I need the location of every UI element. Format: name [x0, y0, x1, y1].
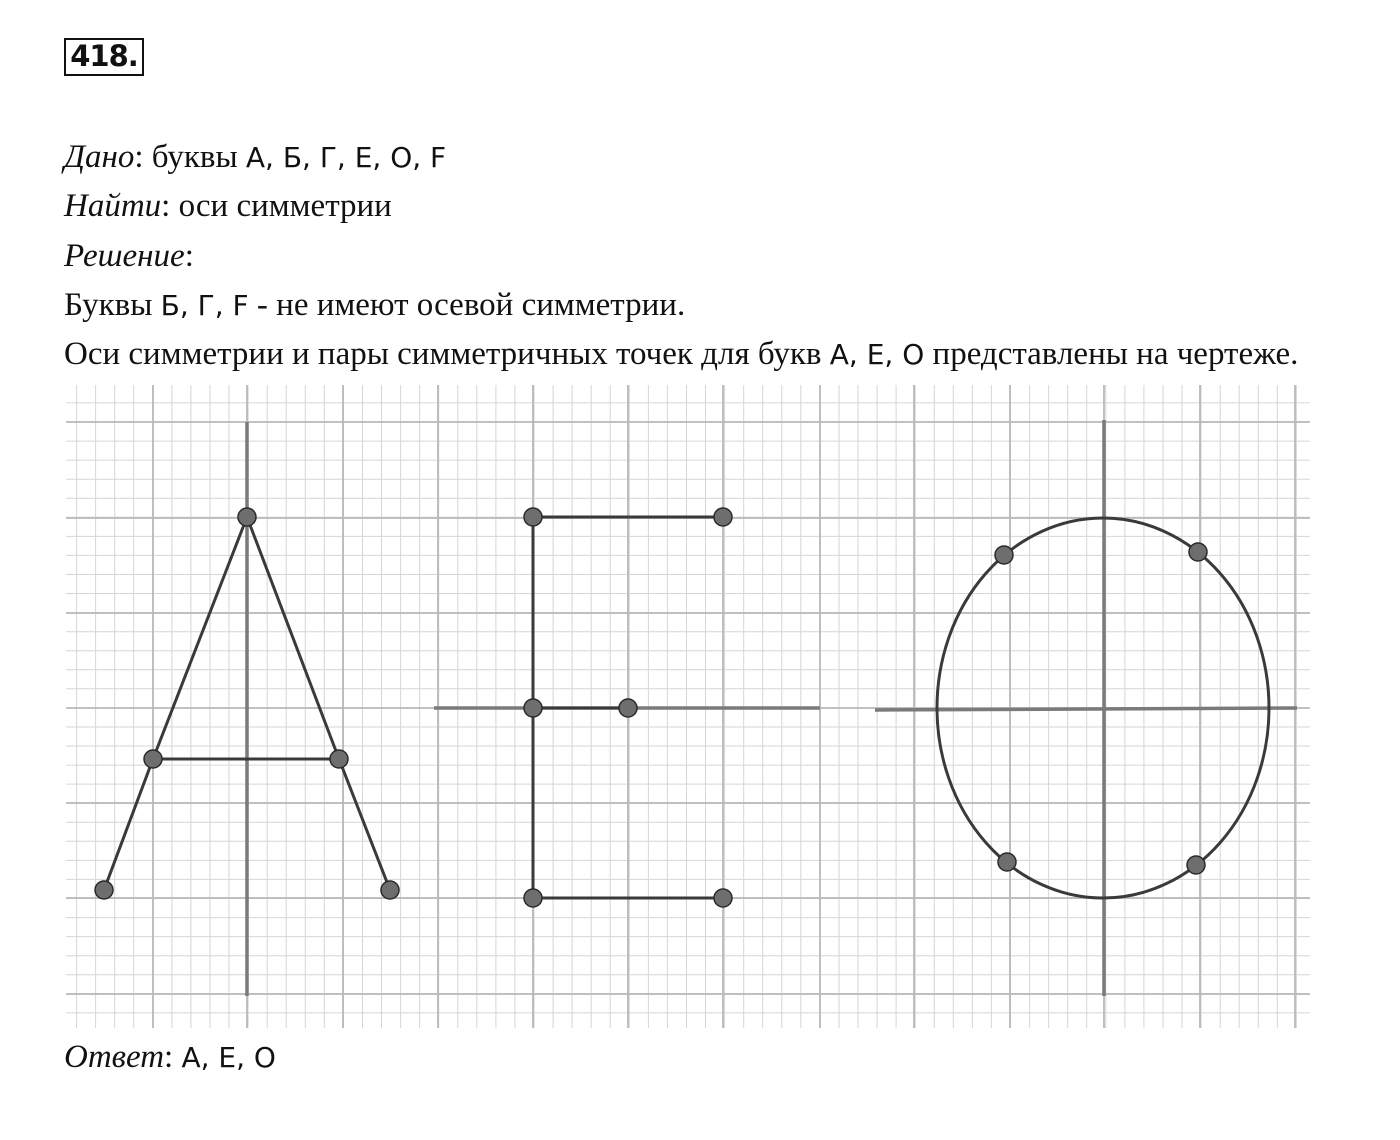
given-text: : буквы [134, 139, 246, 175]
letter-e-point-bottom-left [524, 889, 542, 907]
solution-text: : [184, 238, 194, 274]
letter-a-left-stroke [104, 517, 247, 890]
letter-a-point-right-foot [381, 881, 399, 899]
letter-a-point-left-mid [144, 750, 162, 768]
find-line [64, 186, 392, 226]
letter-e [434, 508, 820, 907]
axes-line [64, 334, 1298, 375]
find-text: : оси симметрии [161, 188, 392, 224]
letter-o-point-bottom-left [998, 853, 1016, 871]
no-symmetry-line [64, 285, 685, 326]
answer-letters: А, Е, О [181, 1041, 276, 1074]
letter-a-right-stroke [247, 517, 390, 890]
letter-o-point-bottom-right [1187, 856, 1205, 874]
solution-label: Решение [64, 238, 185, 274]
letter-a [95, 422, 399, 996]
letter-e-point-top-left [524, 508, 542, 526]
given-letters: А, Б, Г, Е, О, F [245, 141, 447, 174]
no-symmetry-prefix: Буквы [64, 287, 161, 323]
no-symmetry-letters: Б, Г, F [160, 289, 249, 322]
letter-a-point-left-foot [95, 881, 113, 899]
answer-line [64, 1037, 276, 1078]
symmetry-figure [0, 380, 1330, 1035]
letter-e-point-mid-right [619, 699, 637, 717]
answer-text: : [164, 1039, 182, 1075]
letter-a-point-right-mid [330, 750, 348, 768]
letter-o [875, 420, 1297, 996]
letter-e-point-bottom-right [714, 889, 732, 907]
letter-o-point-top-left [995, 546, 1013, 564]
letter-e-point-top-right [714, 508, 732, 526]
solution-line [64, 236, 194, 276]
find-label: Найти [64, 188, 162, 224]
answer-label: Ответ [64, 1039, 165, 1075]
letter-a-point-apex [238, 508, 256, 526]
axes-suffix: представлены на чертеже. [924, 336, 1299, 372]
letter-o-point-top-right [1189, 543, 1207, 561]
given-line [64, 137, 446, 178]
no-symmetry-suffix: - не имеют осевой симметрии. [248, 287, 686, 323]
problem-number: 418. [64, 38, 144, 76]
letter-e-point-mid-left [524, 699, 542, 717]
axes-prefix: Оси симметрии и пары симметричных точек для букв [64, 336, 830, 372]
given-label: Дано [64, 139, 135, 175]
axes-letters: А, Е, О [829, 338, 925, 371]
